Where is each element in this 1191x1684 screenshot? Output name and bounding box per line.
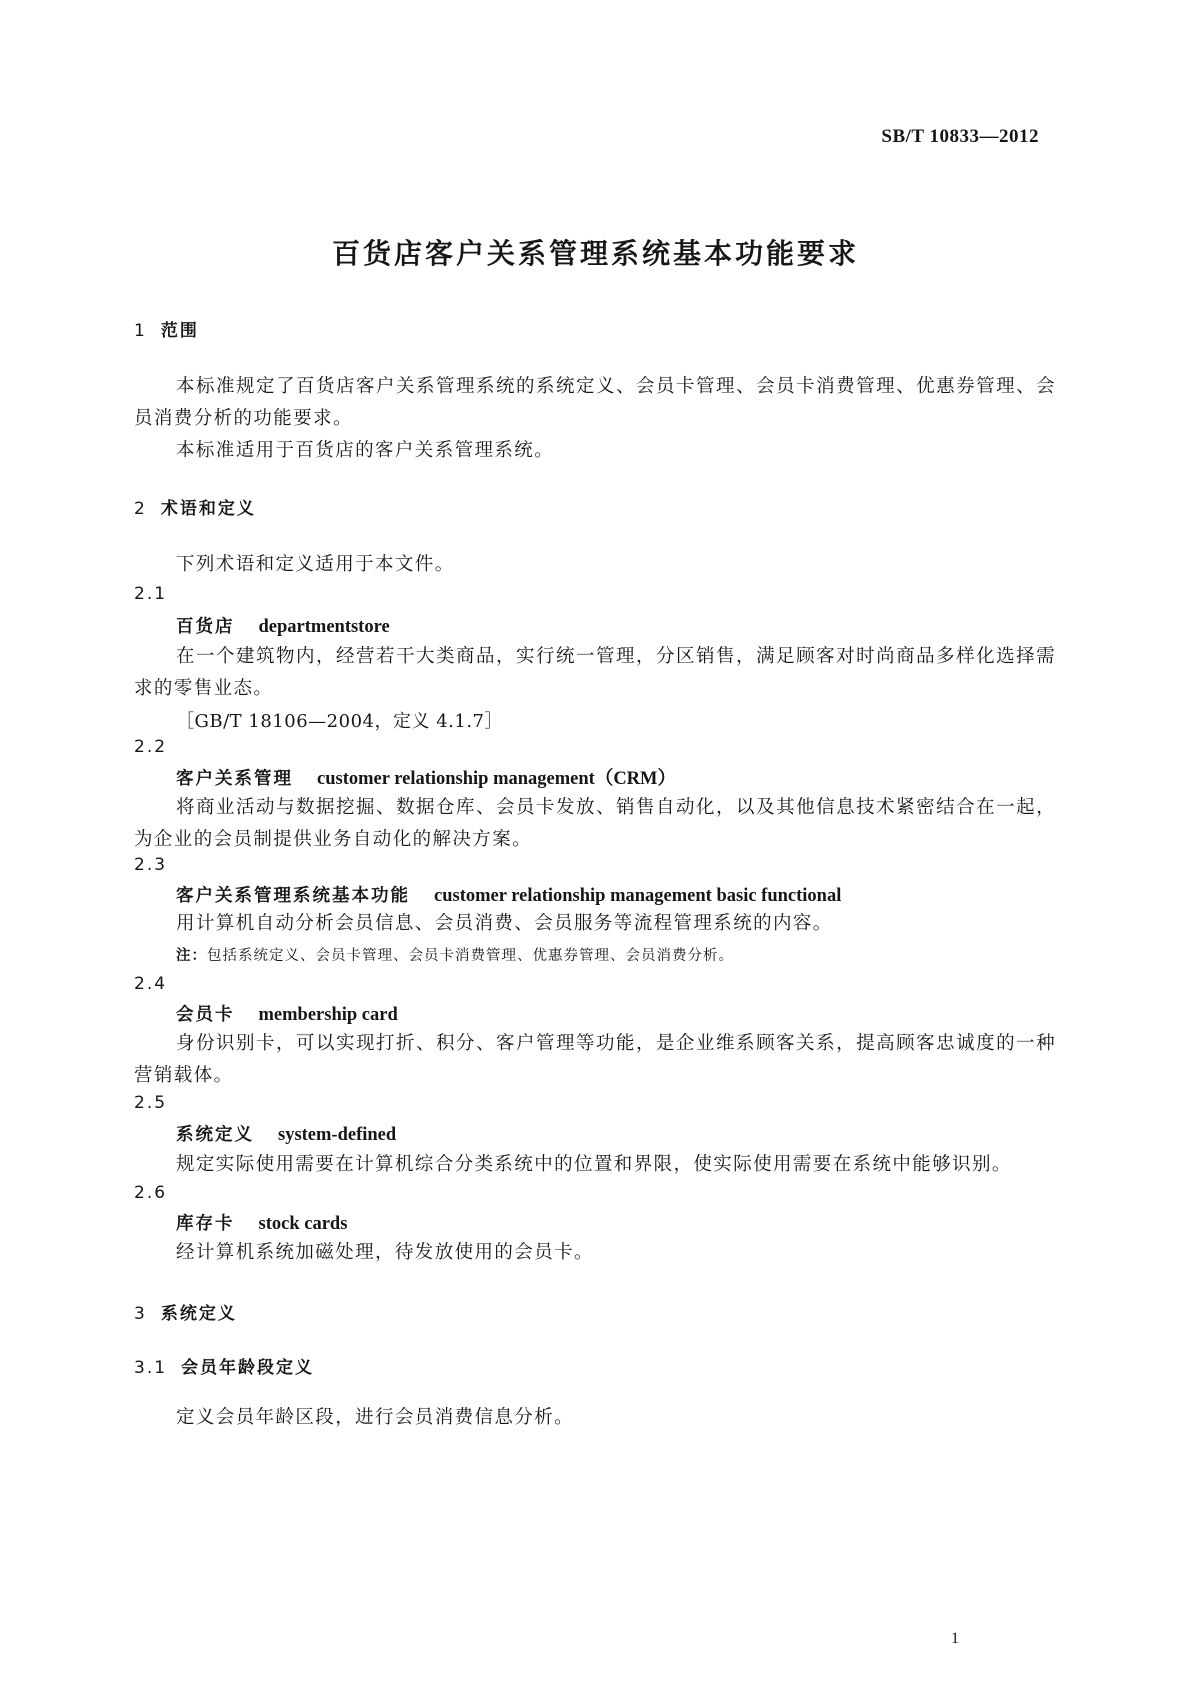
term-number: 2.5 bbox=[134, 1093, 168, 1113]
term-heading bbox=[176, 1210, 347, 1235]
subsection-number: 3.1 bbox=[134, 1358, 168, 1378]
term-en: membership card bbox=[258, 1005, 398, 1025]
page-number: 1 bbox=[951, 1630, 959, 1647]
term-reference: ［GB/T 18106—2004，定义 4.1.7］ bbox=[176, 711, 503, 732]
term-heading bbox=[176, 764, 676, 790]
section-title: 系统定义 bbox=[160, 1304, 237, 1324]
term-number: 2.3 bbox=[134, 855, 168, 875]
section-3-heading bbox=[134, 1299, 237, 1324]
term-heading bbox=[176, 1121, 396, 1146]
term-number: 2.1 bbox=[134, 584, 168, 604]
note-label: 注： bbox=[176, 948, 207, 964]
term-zh: 客户关系管理系统基本功能 bbox=[176, 886, 410, 906]
section-number: 1 bbox=[134, 321, 147, 341]
term-zh: 客户关系管理 bbox=[176, 769, 293, 789]
section-title: 范围 bbox=[160, 321, 199, 341]
section-title: 术语和定义 bbox=[160, 499, 256, 519]
section-2-heading bbox=[134, 494, 256, 519]
term-zh: 百货店 bbox=[176, 617, 235, 637]
section-1-heading bbox=[134, 316, 199, 341]
term-definition: 用计算机自动分析会员信息、会员消费、会员服务等流程管理系统的内容。 bbox=[176, 913, 833, 934]
subsection-paragraph: 定义会员年龄区段，进行会员消费信息分析。 bbox=[176, 1407, 575, 1428]
term-definition: 经计算机系统加磁处理，待发放使用的会员卡。 bbox=[176, 1242, 594, 1263]
term-definition: 身份识别卡，可以实现打折、积分、客户管理等功能，是企业维系顾客关系，提高顾客忠诚度的一种营销载体。 bbox=[134, 1033, 1056, 1086]
section-number: 3 bbox=[134, 1304, 147, 1324]
standard-code: SB/T 10833—2012 bbox=[881, 126, 1039, 147]
term-heading bbox=[176, 882, 841, 907]
term-en: departmentstore bbox=[258, 617, 390, 637]
document-title: 百货店客户关系管理系统基本功能要求 bbox=[331, 237, 859, 270]
term-zh: 会员卡 bbox=[176, 1005, 235, 1025]
term-definition: 将商业活动与数据挖掘、数据仓库、会员卡发放、销售自动化，以及其他信息技术紧密结合在一起，为企业的会员制提供业务自动化的解决方案。 bbox=[134, 797, 1056, 850]
term-definition: 规定实际使用需要在计算机综合分类系统中的位置和界限，使实际使用需要在系统中能够识别。 bbox=[176, 1154, 1012, 1175]
term-heading bbox=[176, 1001, 398, 1026]
term-number: 2.6 bbox=[134, 1183, 168, 1203]
scope-paragraph-2: 本标准适用于百货店的客户关系管理系统。 bbox=[176, 440, 555, 461]
term-en: customer relationship management（CRM） bbox=[317, 769, 677, 789]
term-number: 2.2 bbox=[134, 737, 168, 757]
term-number: 2.4 bbox=[134, 974, 168, 994]
scope-paragraph-1: 本标准规定了百货店客户关系管理系统的系统定义、会员卡管理、会员卡消费管理、优惠券管理、会员消费分析的功能要求。 bbox=[134, 376, 1056, 429]
terms-intro: 下列术语和定义适用于本文件。 bbox=[176, 554, 455, 575]
subsection-3-1-heading bbox=[134, 1353, 314, 1378]
term-en: system-defined bbox=[278, 1125, 397, 1145]
term-zh: 库存卡 bbox=[176, 1214, 235, 1234]
section-number: 2 bbox=[134, 499, 147, 519]
term-en: customer relationship management basic functional bbox=[434, 886, 842, 906]
term-note bbox=[176, 944, 734, 965]
term-zh: 系统定义 bbox=[176, 1125, 254, 1145]
term-definition: 在一个建筑物内，经营若干大类商品，实行统一管理，分区销售，满足顾客对时尚商品多样化选择需求的零售业态。 bbox=[134, 646, 1056, 699]
term-heading bbox=[176, 613, 390, 638]
subsection-title: 会员年龄段定义 bbox=[181, 1358, 315, 1378]
note-text: 包括系统定义、会员卡管理、会员卡消费管理、优惠券管理、会员消费分析。 bbox=[207, 948, 734, 964]
term-en: stock cards bbox=[258, 1214, 348, 1234]
